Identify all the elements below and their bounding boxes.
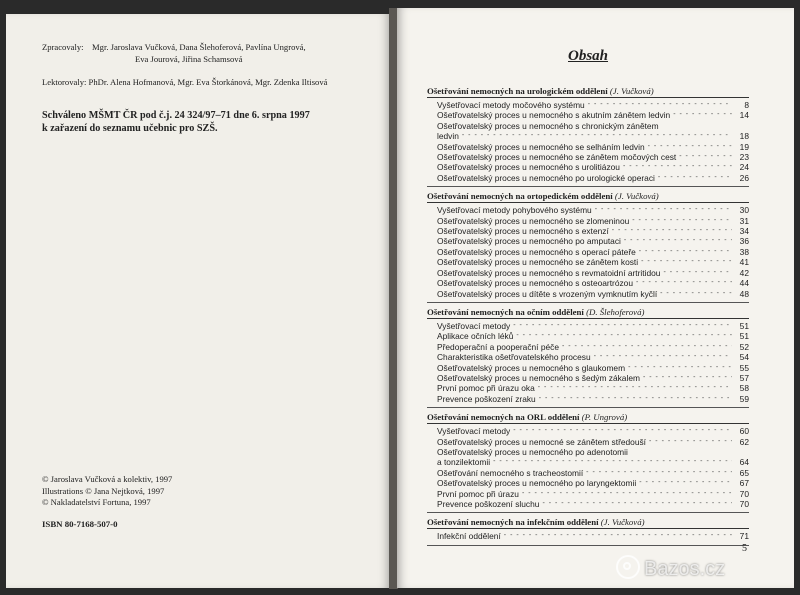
table-of-contents [427,86,749,550]
section-author: (J. Vučková) [614,191,659,202]
dot-leader [648,142,732,152]
toc-entry-page: 70 [739,499,749,509]
copyright-line: © Jaroslava Vučková a kolektiv, 1997 [42,474,173,484]
toc-entry-page: 14 [739,110,749,121]
dot-leader [595,205,732,215]
copyright-line: © Nakladatelství Fortuna, 1997 [42,497,151,507]
dot-leader [586,468,732,478]
toc-entry-title: První pomoc při úrazu [437,488,519,499]
credits-authors-line2: Eva Jourová, Jiřina Schamsová [135,53,243,64]
toc-entry [427,268,749,278]
toc-entry-title: Ošetřovatelský proces u nemocného s akutním zánětem ledvin [437,110,671,121]
toc-entry-title: Ošetřovatelský proces u nemocného po adenotomii [437,446,628,457]
toc-entry-title: Ošetřovatelský proces u dítěte s vrozeným vymknutím kyčlí [437,288,658,299]
toc-entry-page: 36 [739,236,749,247]
toc-entry-page: 55 [739,362,749,373]
toc-entry-title: Charakteristika ošetřovatelského procesu [437,352,591,363]
toc-entry-page: 34 [739,226,749,237]
dot-leader [542,499,732,509]
dot-leader [628,363,732,373]
toc-section [427,412,749,513]
toc-entry [427,289,749,299]
approval-line2: k zařazení do seznamu učebnic pro SZŠ. [42,122,218,134]
toc-section [427,86,749,187]
toc-entry [427,205,749,215]
toc-entry-title: Ošetřovatelský proces u nemocného se selháním ledvin [437,141,645,152]
dot-leader [658,173,732,183]
toc-entry-title: Ošetřovatelský proces u nemocného se zánětem močových cest [437,152,677,163]
isbn: ISBN 80-7168-507-0 [42,519,118,529]
toc-entry [427,383,749,393]
toc-entry [427,247,749,257]
toc-entry-page: 62 [739,436,749,447]
toc-entry-page: 51 [739,320,749,331]
bazos-logo-icon [616,555,640,579]
watermark [616,555,725,581]
section-author: (P. Ungrová) [581,412,628,423]
toc-section-heading [427,412,749,424]
toc-entry-page: 51 [739,331,749,342]
lector-line: Lektorovaly: PhDr. Alena Hofmanová, Mgr. Eva Štorkánová, Mgr. Zdenka Iltisová [42,77,328,87]
toc-entry-page: 8 [744,100,749,110]
toc-entry [427,394,749,404]
toc-entry [427,478,749,488]
toc-entry [427,131,749,141]
section-heading-text: Ošetřování nemocných na ortopedickém oddělení [427,191,613,202]
toc-entry [427,363,749,373]
dot-leader [639,247,732,257]
dot-leader [641,257,732,267]
toc-entry [427,236,749,246]
toc-entry-page: 19 [739,141,749,152]
toc-entry-title: Vyšetřovací metody močového systému [437,100,585,110]
dot-leader [679,152,732,162]
toc-entry [427,121,749,131]
toc-entry-title: Ošetřovatelský proces u nemocného po urologické operaci [437,172,655,183]
dot-leader [462,131,732,141]
toc-entry-page: 44 [739,278,749,289]
toc-section [427,517,749,545]
toc-entry [427,110,749,120]
toc-section [427,307,749,408]
toc-entry [427,162,749,172]
section-heading-text: Ošetřování nemocných na ORL oddělení [427,412,580,423]
dot-leader [632,216,732,226]
dot-leader [562,342,732,352]
toc-entry-title: Ošetřovatelský proces u nemocného se zlomeninou [437,215,630,226]
dot-leader [493,457,732,467]
dot-leader [516,331,732,341]
toc-entry-page: 57 [739,372,749,383]
toc-entry-title: Aplikace očních léků [437,331,514,342]
section-author: (D. Šlehoferová) [586,306,645,317]
toc-entry-page: 42 [739,267,749,278]
toc-entry-page: 52 [739,341,749,352]
toc-entry-title: Ošetřovatelský proces u nemocného s revmatoidní artritidou [437,267,661,278]
section-author: (J. Vučková) [600,517,645,528]
dot-leader [623,162,732,172]
toc-section-heading [427,307,749,319]
toc-entry-page: 41 [739,257,749,268]
toc-entry-title: Vyšetřovací metody pohybového systému [437,205,592,216]
toc-entry-title: Ošetřovatelský proces u nemocného s chronickým zánětem [437,120,659,131]
toc-entry [427,278,749,288]
toc-entry-title: Vyšetřovací metody [437,320,511,331]
toc-entry-page: 18 [739,131,749,142]
toc-entry-title: Ošetřovatelský proces u nemocného se zánětem kosti [437,257,639,268]
toc-entry-page: 31 [739,215,749,226]
dot-leader [636,278,732,288]
toc-entry [427,489,749,499]
toc-entry-title: První pomoc při úrazu oka [437,383,535,394]
toc-entry-title: Ošetřování nemocného s tracheostomií [437,467,584,478]
toc-entry-title: Ošetřovatelský proces u nemocného s urolitiázou [437,162,620,173]
dot-leader [639,478,732,488]
toc-entry-title: Prevence poškození sluchu [437,499,540,509]
dot-leader [612,226,732,236]
toc-entry-page: 64 [739,457,749,468]
toc-entry-page: 65 [739,467,749,478]
dot-leader [522,489,732,499]
toc-entry-page: 23 [739,152,749,163]
section-heading-text: Ošetřování nemocných na urologickém oddělení [427,86,608,96]
toc-entry-title: Ošetřovatelský proces u nemocného s operací páteře [437,246,636,257]
toc-entry [427,437,749,447]
toc-entry [427,457,749,467]
toc-entry [427,447,749,457]
toc-entry-page: 30 [739,205,749,216]
toc-entry [427,342,749,352]
toc-section-heading [427,517,749,529]
section-author: (J. Vučková) [609,86,654,96]
toc-entry [427,352,749,362]
toc-entry-page: 38 [739,246,749,257]
toc-entry-page: 59 [739,393,749,404]
dot-leader [594,352,732,362]
dot-leader [624,236,732,246]
toc-entry-page: 67 [739,478,749,489]
dot-leader [663,268,732,278]
toc-entry-page: 26 [739,172,749,183]
section-heading-text: Ošetřování nemocných na očním oddělení [427,306,584,317]
toc-entry [427,257,749,267]
toc-entry-title: Ošetřovatelský proces u nemocného s extenzí [437,226,609,237]
toc-section-heading [427,191,749,203]
toc-entry-title: Ošetřovatelský proces u nemocného po amputaci [437,236,621,247]
toc-entry-title: Ošetřovatelský proces u nemocného s glaukomem [437,362,626,373]
dot-leader [539,394,732,404]
toc-entry-title: ledvin [437,131,459,142]
dot-leader [673,110,732,120]
dot-leader [643,373,732,383]
approval-statement [42,110,372,135]
toc-entry-title: Ošetřovatelský proces u nemocné se zánětem středouší [437,436,647,447]
toc-entry-title: Infekční oddělení [437,531,501,542]
toc-entry [427,499,749,509]
toc-entry-page: 70 [739,488,749,499]
dot-leader [538,383,732,393]
toc-entry-title: Předoperační a pooperační péče [437,341,559,352]
page-number: 5 [742,543,747,554]
toc-entry-title: Ošetřovatelský proces u nemocného s osteoartrózou [437,278,633,289]
toc-entry [427,100,749,110]
toc-entry [427,142,749,152]
toc-title: Obsah [568,48,609,64]
dot-leader [649,437,732,447]
toc-entry [427,426,749,436]
dot-leader [588,100,732,110]
toc-section [427,191,749,303]
toc-entry [427,331,749,341]
toc-entry [427,173,749,183]
toc-entry-title: Ošetřovatelský proces u nemocného s šedým zákalem [437,372,640,383]
toc-entry [427,152,749,162]
toc-entry-title: Vyšetřovací metody [437,426,511,437]
toc-entry-page: 48 [739,288,749,299]
toc-entry-page: 24 [739,162,749,173]
credits-block [42,42,372,65]
toc-entry-page: 60 [739,426,749,437]
copyright-block [42,474,362,509]
toc-entry [427,216,749,226]
watermark-text: Bazos.cz [644,558,726,580]
dot-leader [504,531,732,541]
toc-entry [427,321,749,331]
toc-entry [427,468,749,478]
credits-authors-line1: Mgr. Jaroslava Vučková, Dana Šlehoferová, Pavlína Ungrová, [92,42,306,52]
credits-label: Zpracovaly: [42,42,84,52]
toc-entry-page: 54 [739,352,749,363]
toc-entry-title: Ošetřovatelský proces u nemocného po laryngektomii [437,478,637,489]
toc-entry [427,373,749,383]
toc-entry-title: Prevence poškození zraku [437,393,536,404]
approval-line1: Schváleno MŠMT ČR pod č.j. 24 324/97–71 dne 6. srpna 1997 [42,110,310,121]
dot-leader [513,321,732,331]
toc-entry [427,226,749,236]
toc-entry [427,531,749,541]
dot-leader [660,289,732,299]
copyright-line: Illustrations © Jana Nejtková, 1997 [42,485,165,496]
toc-section-heading [427,86,749,98]
section-heading-text: Ošetřování nemocných na infekčním oddělení [427,517,599,528]
toc-entry-page: 71 [739,531,749,542]
toc-entry-page: 58 [739,383,749,394]
toc-entry-title: a tonzilektomii [437,457,491,468]
dot-leader [513,426,732,436]
